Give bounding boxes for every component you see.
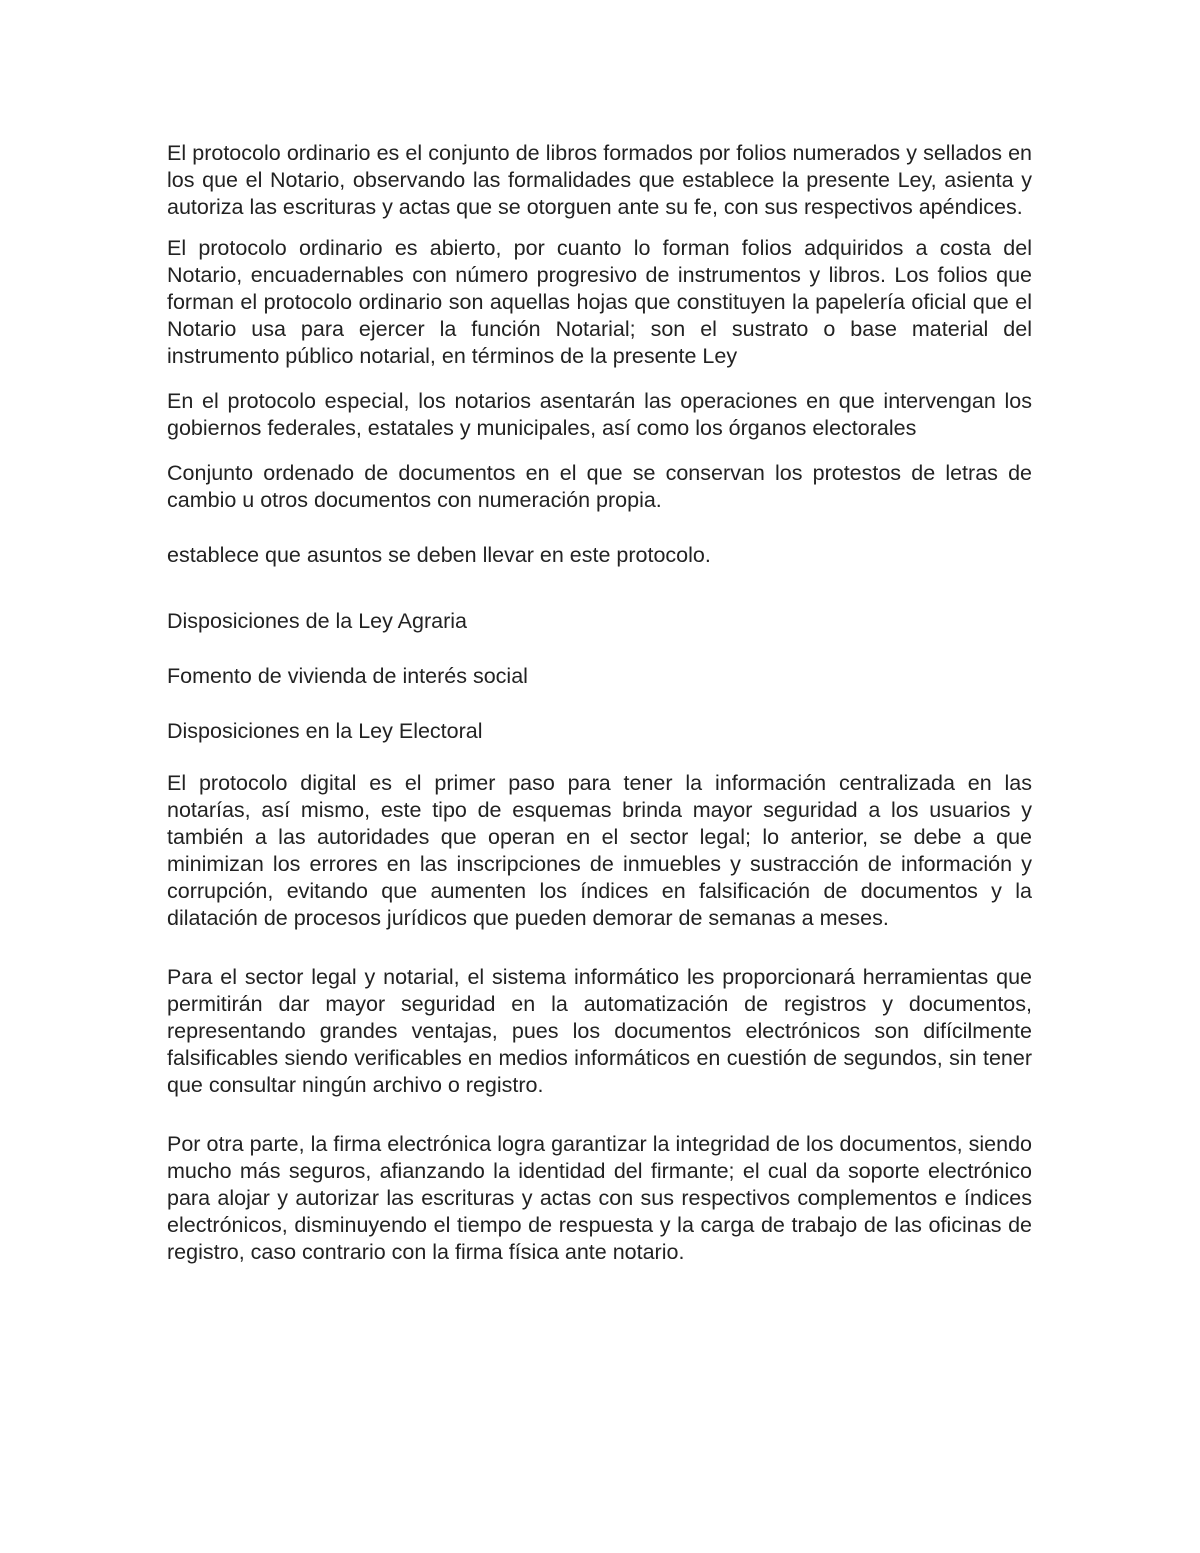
paragraph-ley-agraria: Disposiciones de la Ley Agraria [167, 609, 467, 633]
paragraph-vivienda-interes-social: Fomento de vivienda de interés social [167, 664, 528, 688]
paragraph-firma-electronica: Por otra parte, la firma electrónica logra garantizar la integridad de los documentos, siendo mucho más seguros, afianzando la identidad del firmante; el cual da soporte electrónico para alojar y autorizar las escrituras y actas con sus respectivos complementos e índices electrónicos, disminuyendo el tiempo de respuesta y la carga de trabajo de las oficinas de registro, caso contrario con la firma física ante notario. [167, 1132, 1032, 1264]
paragraph-protocolo-especial: En el protocolo especial, los notarios asentarán las operaciones en que intervengan los gobiernos federales, estatales y municipales, así como los órganos electorales [167, 389, 1032, 440]
paragraph-protocolo-digital: El protocolo digital es el primer paso para tener la información centralizada en las notarías, así mismo, este tipo de esquemas brinda mayor seguridad a los usuarios y también a las autoridades que operan en el sector legal; lo anterior, se debe a que minimizan los errores en las inscripciones de inmuebles y sustracción de información y corrupción, evitando que aumenten los índices en falsificación de documentos y la dilatación de procesos jurídicos que pueden demorar de semanas a meses. [167, 771, 1032, 930]
paragraph-ley-electoral: Disposiciones en la Ley Electoral [167, 719, 483, 743]
paragraph-establece-asuntos: establece que asuntos se deben llevar en este protocolo. [167, 543, 711, 567]
paragraph-conjunto-ordenado: Conjunto ordenado de documentos en el que se conservan los protestos de letras de cambio u otros documentos con numeración propia. [167, 461, 1032, 512]
paragraph-sector-legal-notarial: Para el sector legal y notarial, el sistema informático les proporcionará herramientas que permitirán dar mayor seguridad en la automatización de registros y documentos, representando grandes ventajas, pues los documentos electrónicos son difícilmente falsificables siendo verificables en medios informáticos en cuestión de segundos, sin tener que consultar ningún archivo o registro. [167, 965, 1032, 1097]
document-body [167, 140, 1032, 1266]
paragraph-protocolo-ordinario-definicion: El protocolo ordinario es el conjunto de libros formados por folios numerados y sellados en los que el Notario, observando las formalidades que establece la presente Ley, asienta y autoriza las escrituras y actas que se otorguen ante su fe, con sus respectivos apéndices. [167, 141, 1032, 219]
paragraph-protocolo-ordinario-abierto: El protocolo ordinario es abierto, por cuanto lo forman folios adquiridos a costa del Notario, encuadernables con número progresivo de instrumentos y libros. Los folios que forman el protocolo ordinario son aquellas hojas que constituyen la papelería oficial que el Notario usa para ejercer la función Notarial; son el sustrato o base material del instrumento público notarial, en términos de la presente Ley [167, 236, 1032, 368]
